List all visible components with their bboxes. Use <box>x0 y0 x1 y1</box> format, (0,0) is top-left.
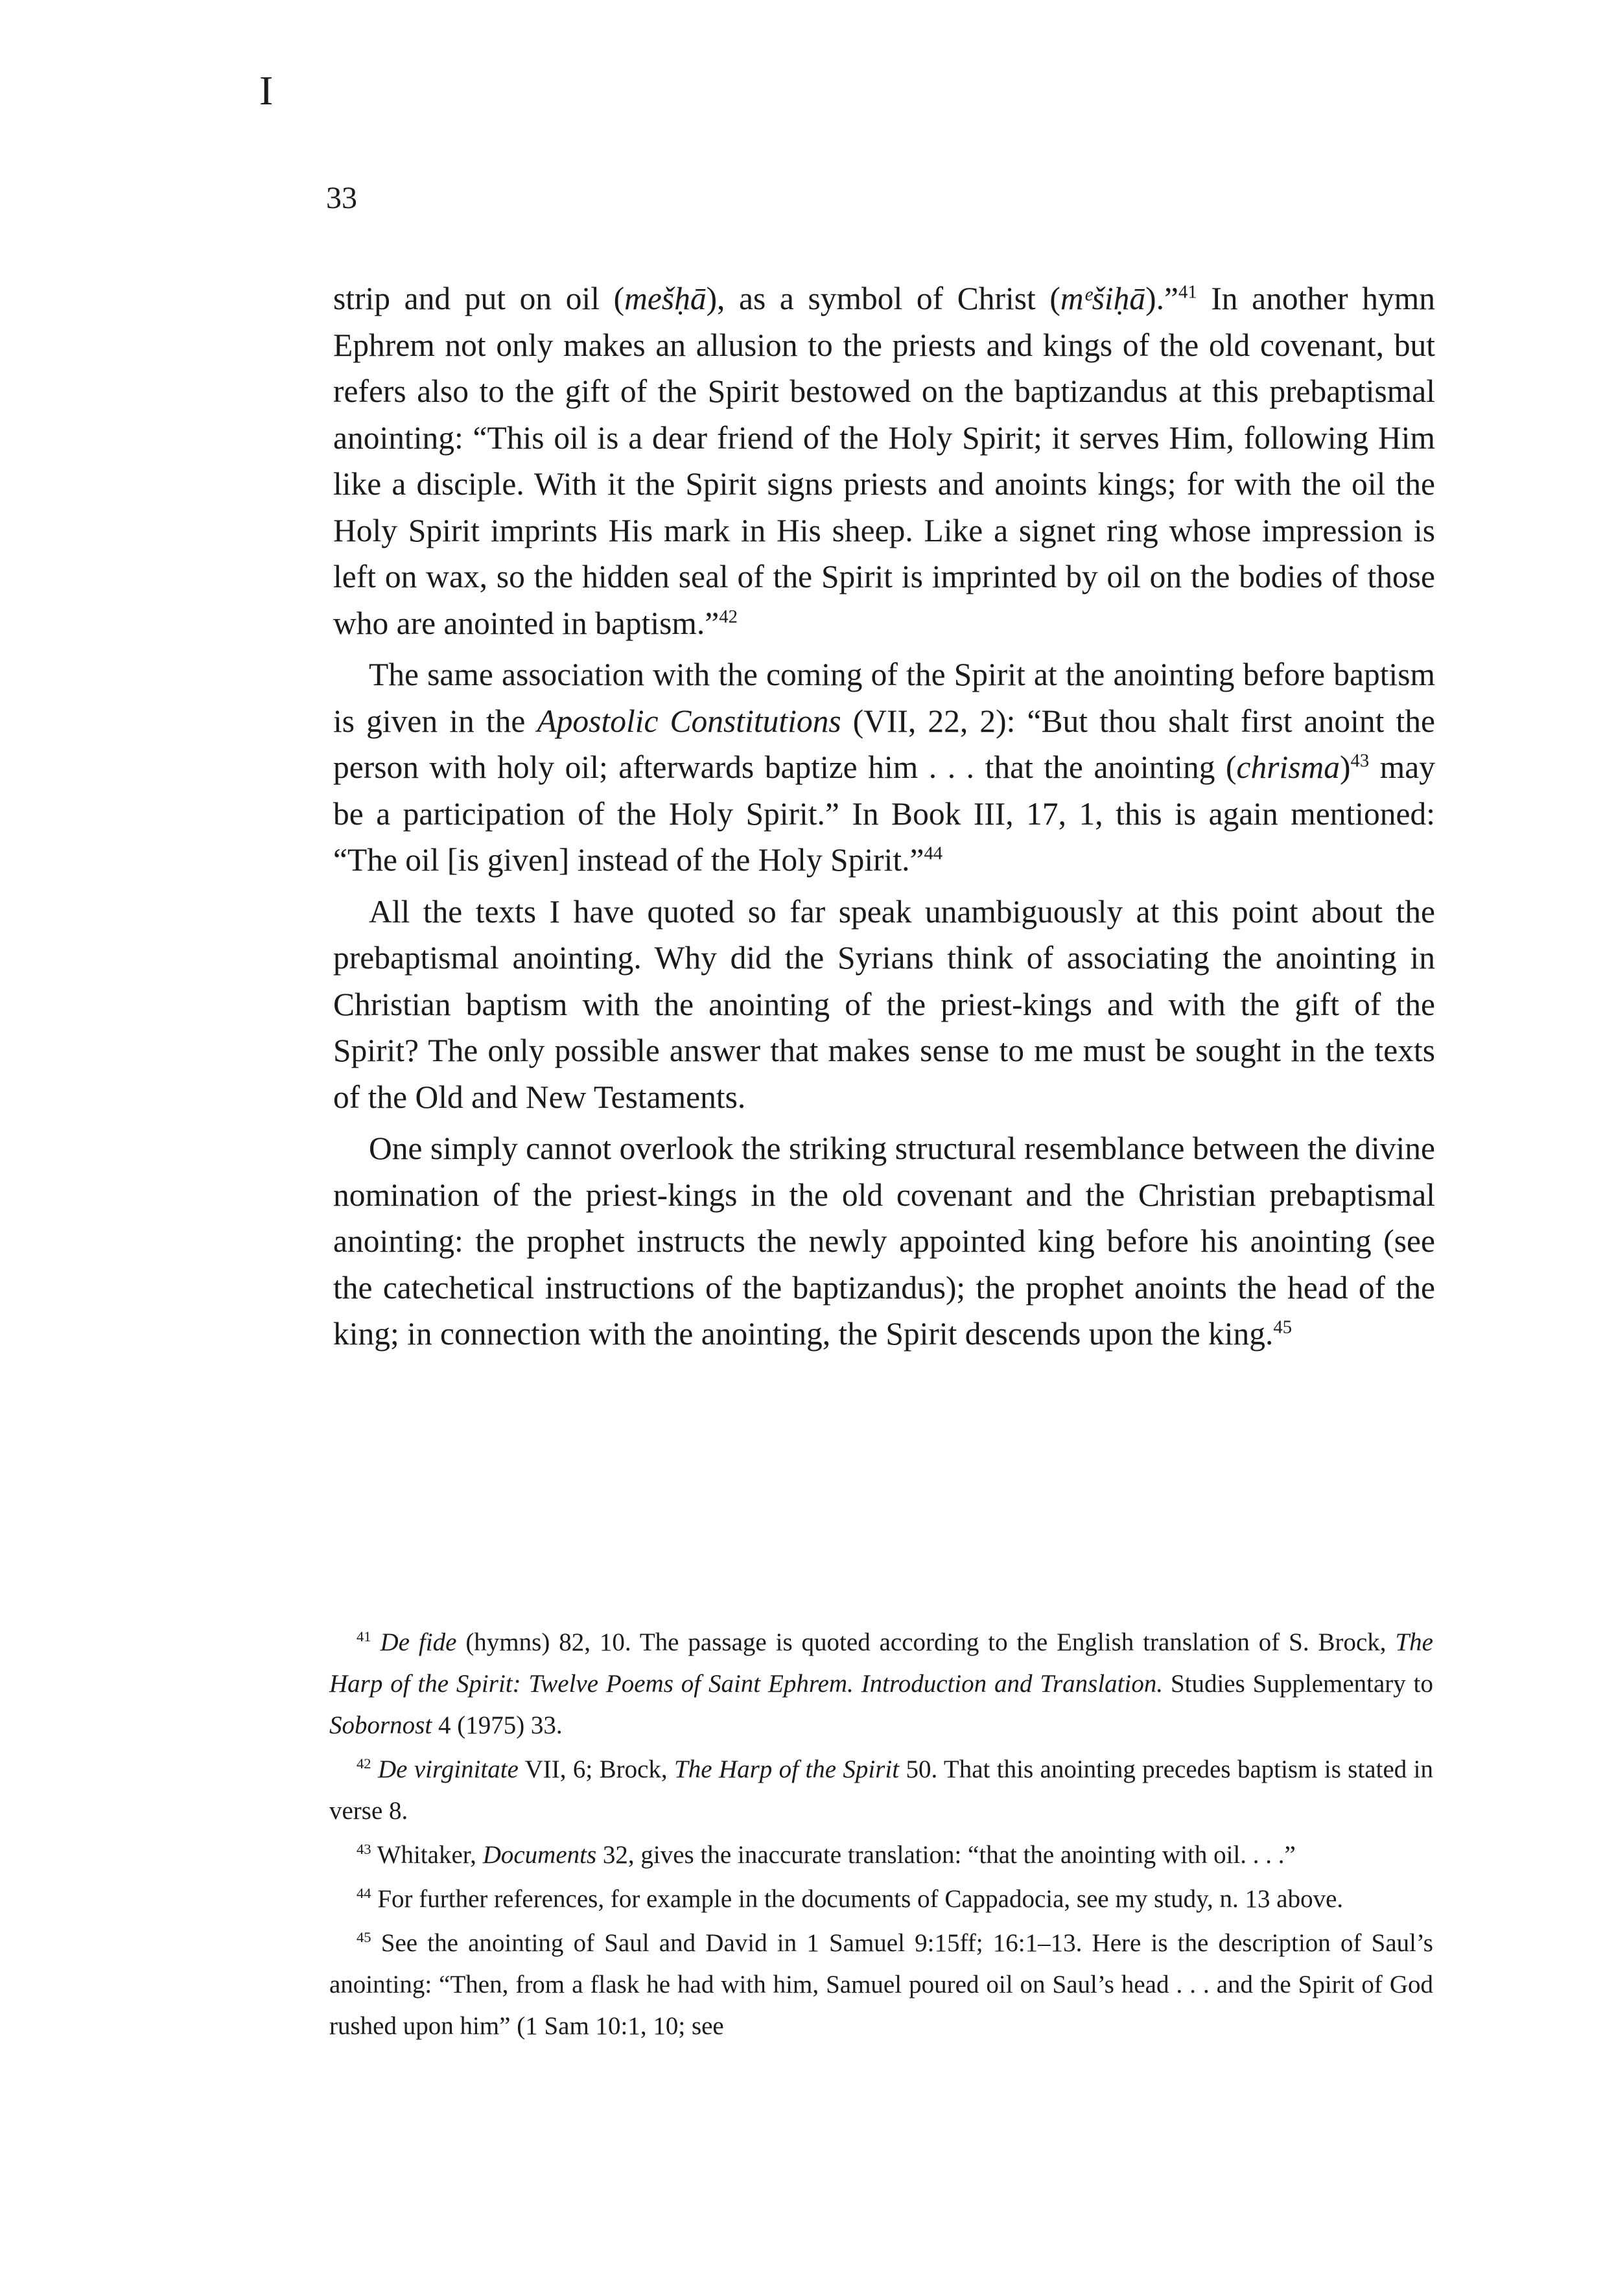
text: ), as a symbol of Christ ( <box>706 281 1060 316</box>
text: ) <box>1340 749 1351 785</box>
footnote-43 <box>329 1834 1433 1876</box>
footnote-41 <box>329 1622 1433 1746</box>
footnotes <box>329 1622 1433 2050</box>
text: Whitaker, <box>371 1841 483 1869</box>
text: See the anointing of Saul and David in 1 Samuel 9:15ff; 16:1–13. Here is the description of Saul’s anointing: “Then, from a flask he had with him, Samuel poured oil on Saul’s head . . . and the Spirit of God rushed upon him” (1 Sam 10:1, 10; see <box>329 1929 1433 2040</box>
footnote-number: 45 <box>357 1929 371 1945</box>
text: (VII, 22, 2): “But thou shalt first anoint the person with holy oil; afterwards baptize him . . . that the anointing ( <box>333 703 1435 785</box>
footnote-number: 41 <box>357 1628 371 1645</box>
footnote-number: 43 <box>357 1841 371 1857</box>
text: The same association with the coming of the Spirit at the anointing before baptism is given in the <box>333 657 1435 739</box>
footnote-ref-44[interactable]: 44 <box>924 843 943 864</box>
footnote-45 <box>329 1923 1433 2047</box>
paragraph-1 <box>333 275 1435 646</box>
page-number: 33 <box>326 181 357 215</box>
footnote-ref-41[interactable]: 41 <box>1178 281 1197 303</box>
title-italic: De fide <box>380 1628 457 1656</box>
text: may be a participation of the Holy Spirit.” In Book III, 17, 1, this is again mentioned: “The oil [is given] instead of the Holy Spirit.” <box>333 749 1435 878</box>
footnote-42 <box>329 1749 1433 1832</box>
title-italic: The Harp of the Spirit: Twelve Poems of Saint Ephrem. Introduction and Translation. <box>329 1628 1433 1698</box>
text: One simply cannot overlook the striking structural resemblance between the divine nomination of the priest-kings in the old covenant and the Christian prebaptismal anointing: the prophet instructs the newly appointed king before his anointing (see the catechetical instructions of the baptizandus); the prophet anoints the head of the king; in connection with the anointing, the Spirit descends upon the king. <box>333 1130 1435 1352</box>
running-head-mark: I <box>259 67 274 113</box>
text: strip and put on oil ( <box>333 281 625 316</box>
text: 50. That this anointing precedes baptism is stated in verse 8. <box>329 1755 1433 1825</box>
footnote-ref-42[interactable]: 42 <box>719 606 738 627</box>
title-italic: Documents <box>482 1841 597 1869</box>
term-italic: mᵉšiḥā <box>1060 281 1146 316</box>
text: In another hymn Ephrem not only makes an allusion to the priests and kings of the old covenant, but refers also to the gift of the Spirit bestowed on the baptizandus at this prebaptismal anointing: “This oil is a dear friend of the Holy Spirit; it serves Him, following Him like a disciple. With it the Spirit signs priests and anoints kings; for with the oil the Holy Spirit imprints His mark in His sheep. Like a signet ring whose impression is left on wax, so the hidden seal of the Spirit is imprinted by oil on the bodies of those who are anointed in baptism.” <box>333 281 1435 641</box>
paragraph-4 <box>333 1125 1435 1357</box>
title-italic: De virginitate <box>378 1755 519 1783</box>
title-italic: The Harp of the Spirit <box>674 1755 900 1783</box>
text: Studies Supplementary to <box>1163 1670 1433 1698</box>
paragraph-2 <box>333 651 1435 884</box>
text: ).” <box>1145 281 1178 316</box>
footnote-44 <box>329 1879 1433 1920</box>
footnote-number: 44 <box>357 1885 371 1901</box>
text: VII, 6; Brock, <box>518 1755 675 1783</box>
term-italic: mešḥā <box>624 281 707 316</box>
footnote-ref-43[interactable]: 43 <box>1350 750 1370 771</box>
text: 4 (1975) 33. <box>432 1711 563 1739</box>
title-italic: Apostolic Constitutions <box>537 703 841 739</box>
title-italic: Sobornost <box>329 1711 432 1739</box>
footnote-number: 42 <box>357 1755 371 1772</box>
text: For further references, for example in the documents of Cappadocia, see my study, n. 13 above. <box>371 1885 1344 1913</box>
footnote-ref-45[interactable]: 45 <box>1273 1317 1293 1338</box>
term-italic: chrisma <box>1236 749 1340 785</box>
text: 32, gives the inaccurate translation: “that the anointing with oil. . . .” <box>596 1841 1296 1869</box>
paragraph-3: All the texts I have quoted so far speak unambiguously at this point about the prebaptismal anointing. Why did the Syrians think of associating the anointing in Christian baptism with the anointing of the priest-kings and with the gift of the Spirit? The only possible answer that makes sense to me must be sought in the texts of the Old and New Testaments. <box>333 893 1435 1115</box>
main-text <box>333 275 1435 1357</box>
text: (hymns) 82, 10. The passage is quoted according to the English translation of S. Brock, <box>456 1628 1396 1656</box>
